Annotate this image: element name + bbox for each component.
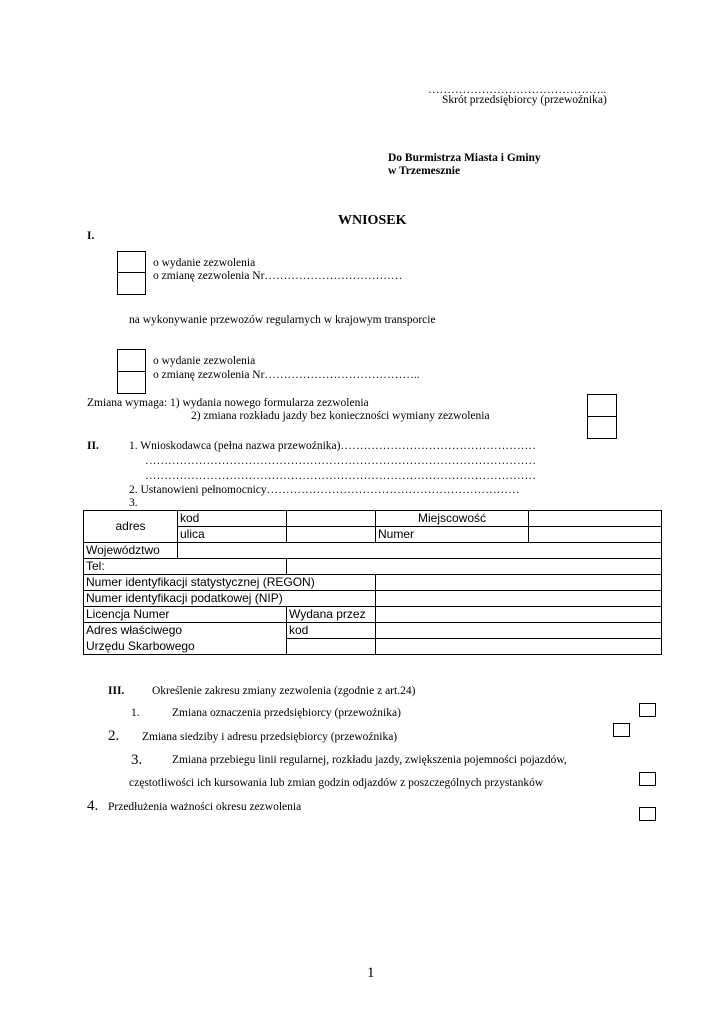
regon-field[interactable] xyxy=(376,575,662,591)
company-dots: ……………………………………….. xyxy=(428,84,607,96)
item-3-label: 3. xyxy=(129,497,138,509)
applicant-line: 1. Wnioskodawca (pełna nazwa przewoźnika)…………………………………………… xyxy=(129,440,536,452)
applicant-dots-2: ………………………………………………………………………………………… xyxy=(145,470,536,482)
number-label: Numer xyxy=(376,527,529,543)
applicant-dots-1: ………………………………………………………………………………………… xyxy=(145,455,536,467)
change-box-new-form[interactable] xyxy=(587,394,617,417)
item-3-number: 3. xyxy=(131,752,143,768)
license-number-label: Licencja Numer xyxy=(84,607,287,623)
regon-label: Numer identyfikacji statystycznej (REGON) xyxy=(84,575,376,591)
street-field[interactable] xyxy=(287,527,376,543)
item-2-number: 2. xyxy=(108,728,120,744)
addressee-line-2: w Trzemesznie xyxy=(388,165,461,177)
street-label: ulica xyxy=(178,527,287,543)
city-label: Miejscowość xyxy=(376,511,529,527)
addressee-line-1: Do Burmistrza Miasta i Gminy xyxy=(388,152,541,164)
section-3-number: III. xyxy=(108,685,125,697)
option-change-label-1: o zmianę zezwolenia Nr……………………………… xyxy=(153,270,403,282)
item-2-checkbox[interactable] xyxy=(613,723,630,737)
item-3-label-line-2: częstotliwości ich kursowania lub zmian godzin odjazdów z poszczególnych przystanków xyxy=(129,777,544,789)
item-4-checkbox[interactable] xyxy=(639,807,656,821)
postal-code-label: kod xyxy=(178,511,287,527)
section-3-heading: Określenie zakresu zmiany zezwolenia (zgodnie z art.24) xyxy=(152,685,416,697)
phone-label: Tel: xyxy=(84,559,287,575)
option-box-change-1[interactable] xyxy=(117,272,146,295)
option-box-issue-2[interactable] xyxy=(117,349,146,372)
item-4-number: 4. xyxy=(87,798,99,814)
nip-label: Numer identyfikacji podatkowej (NIP) xyxy=(84,591,376,607)
phone-field[interactable] xyxy=(287,559,662,575)
option-issue-label-1: o wydanie zezwolenia xyxy=(153,257,256,269)
section-1-number: I. xyxy=(87,230,95,242)
option-box-issue-1[interactable] xyxy=(117,251,146,273)
city-field[interactable] xyxy=(529,511,662,527)
option-box-change-2[interactable] xyxy=(117,371,146,394)
voivodeship-field[interactable] xyxy=(178,543,662,559)
change-box-timetable[interactable] xyxy=(587,416,617,439)
option-change-label-2: o zmianę zezwolenia Nr………………………………….. xyxy=(153,369,420,381)
identification-table xyxy=(83,542,662,655)
address-label: adres xyxy=(84,511,178,543)
item-3-checkbox[interactable] xyxy=(639,772,656,786)
issued-by-field[interactable] xyxy=(376,607,662,623)
page-number: 1 xyxy=(367,965,375,981)
item-3-label-line-1: Zmiana przebiegu linii regularnej, rozkładu jazdy, zwiększenia pojemności pojazdów, xyxy=(172,754,567,766)
proxies-line: 2. Ustanowieni pełnomocnicy………………………………………………………… xyxy=(129,484,520,496)
address-table xyxy=(83,510,662,543)
purpose-text: na wykonywanie przewozów regularnych w krajowym transporcie xyxy=(129,314,436,326)
change-requirement-1: Zmiana wymaga: 1) wydania nowego formularza zezwolenia xyxy=(87,397,369,409)
number-field[interactable] xyxy=(529,527,662,543)
item-1-checkbox[interactable] xyxy=(639,703,656,717)
nip-field[interactable] xyxy=(376,591,662,607)
section-2-number: II. xyxy=(87,440,99,452)
voivodeship-label: Województwo xyxy=(84,543,178,559)
postal-code-field[interactable] xyxy=(287,511,376,527)
tax-office-postal-label: kod xyxy=(287,623,376,639)
tax-office-number-field[interactable] xyxy=(376,639,662,655)
company-label: Skrót przedsiębiorcy (przewoźnika) xyxy=(442,94,607,106)
item-1-number: 1. xyxy=(131,707,140,719)
issued-by-label: Wydana przez xyxy=(287,607,376,623)
item-4-label: Przedłużenia ważności okresu zezwolenia xyxy=(108,801,302,813)
tax-office-postal-field[interactable] xyxy=(376,623,662,639)
item-2-label: Zmiana siedziby i adresu przedsiębiorcy (przewoźnika) xyxy=(142,731,398,743)
change-requirement-2: 2) zmiana rozkładu jazdy bez konieczności wymiany zezwolenia xyxy=(191,410,490,422)
tax-office-label-2: Urzędu Skarbowego xyxy=(84,639,287,655)
item-1-label: Zmiana oznaczenia przedsiębiorcy (przewoźnika) xyxy=(172,707,401,719)
option-issue-label-2: o wydanie zezwolenia xyxy=(153,355,256,367)
tax-office-street-field[interactable] xyxy=(287,639,376,655)
page-title: WNIOSEK xyxy=(338,213,407,228)
tax-office-label-1: Adres właściwego xyxy=(84,623,287,639)
